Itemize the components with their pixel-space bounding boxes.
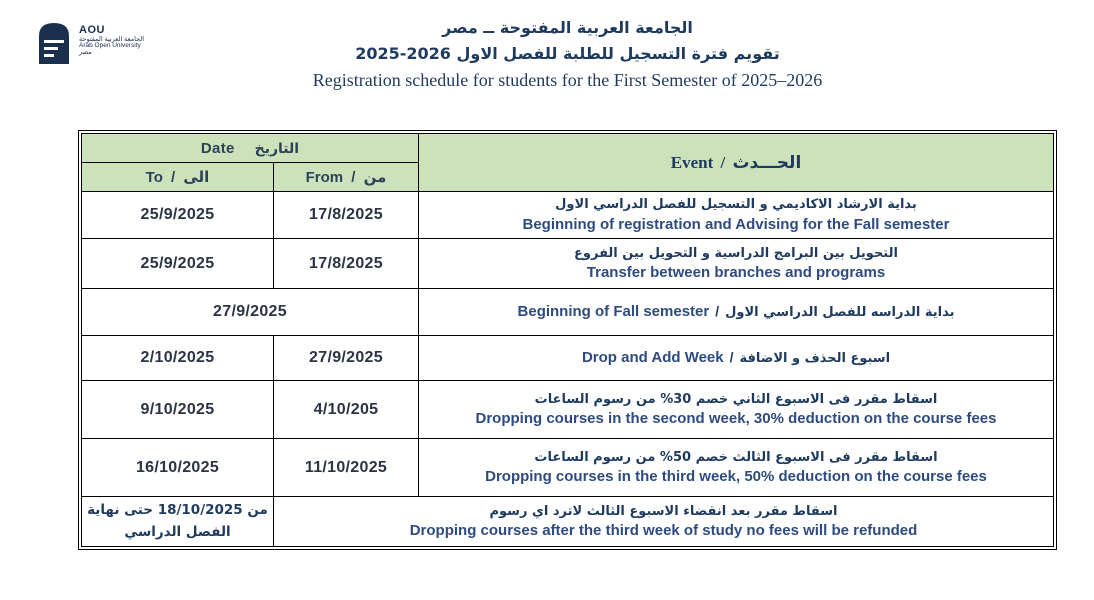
title-arabic-schedule: تقويم فترة التسجيل للطلبة للفصل الاول 2026-2025 [355,44,780,63]
event-arabic: التحويل بين البرامج الدراسية و التحويل بين الفروع [574,245,898,261]
title-block [78,18,1057,91]
table-row [82,192,1054,239]
event-arabic: بداية الدراسه للفصل الدراسي الاول [725,305,955,320]
title-arabic-university: الجامعة العربية المفتوحة ــ مصر [442,18,693,37]
table-row [82,239,1054,289]
event-arabic: اسقاط مقرر فى الاسبوع الثاني خصم 30% من رسوم الساعات [534,391,938,407]
to-date: 16/10/2025 [82,439,274,497]
event-english: Dropping courses after the third week of study no fees will be refunded [409,522,918,540]
date-range-cell [82,497,274,547]
to-header-label: To / الى [145,168,210,186]
event-english: Dropping courses in the second week, 30% deduction on the course fees [475,410,997,428]
event-cell [419,289,1054,336]
merged-date: 27/9/2025 [82,289,419,336]
event-arabic: اسقاط مقرر فى الاسبوع الثالث خصم 50% من رسوم الساعات [534,449,938,465]
to-date: 25/9/2025 [82,239,274,289]
title-english: Registration schedule for students for the First Semester of 2025–2026 [312,70,823,90]
event-cell [274,497,1054,547]
event-english: Beginning of Fall semester [517,303,710,320]
to-header-cell [82,163,274,192]
table-row [82,439,1054,497]
event-arabic: بداية الارشاد الاكاديمي و التسجيل للفصل الدراسي الاول [555,197,917,213]
from-date: 4/10/205 [274,381,419,439]
event-separator: / [715,303,720,319]
event-header-label: Event / الحـــدث [670,152,802,172]
from-header-cell [274,163,419,192]
logo-country: مصر [79,49,92,57]
event-header-cell [419,134,1054,192]
event-arabic: اسبوع الحذف و الاضافة [739,351,891,366]
event-cell [419,336,1054,381]
date-header-english: Date [200,139,235,157]
event-arabic: اسقاط مقرر بعد انقضاء الاسبوع الثالث لاترد اي رسوم [489,503,838,519]
schedule-table-wrapper [78,130,1057,550]
aou-arch-books-icon [36,22,72,64]
logo-abbr: AOU [79,24,105,36]
logo-name-arabic: الجامعة العربية المفتوحة [79,35,145,43]
event-cell [419,192,1054,239]
event-cell [419,381,1054,439]
registration-schedule-table [81,133,1054,547]
event-english: Beginning of registration and Advising for the Fall semester [522,215,950,233]
event-cell [419,239,1054,289]
event-english: Drop and Add Week [581,349,724,366]
date-header-arabic: التاريخ [254,139,300,156]
event-cell [419,439,1054,497]
from-date: 17/8/2025 [274,192,419,239]
date-range-line1: من 18/10/2025 حتى نهاية [87,501,268,518]
to-date: 25/9/2025 [82,192,274,239]
table-row [82,497,1054,547]
table-row [82,289,1054,336]
table-row [82,381,1054,439]
date-header-cell [82,134,419,163]
date-range-line2: الفصل الدراسي [124,523,231,540]
to-date: 9/10/2025 [82,381,274,439]
event-english: Transfer between branches and programs [586,264,886,282]
event-english: Dropping courses in the third week, 50% deduction on the course fees [485,468,987,486]
table-row [82,336,1054,381]
from-date: 27/9/2025 [274,336,419,381]
from-date: 17/8/2025 [274,239,419,289]
to-date: 2/10/2025 [82,336,274,381]
event-separator: / [729,349,734,365]
from-header-label: From / من [305,168,387,186]
logo-name-english: Arab Open University [79,42,141,50]
from-date: 11/10/2025 [274,439,419,497]
